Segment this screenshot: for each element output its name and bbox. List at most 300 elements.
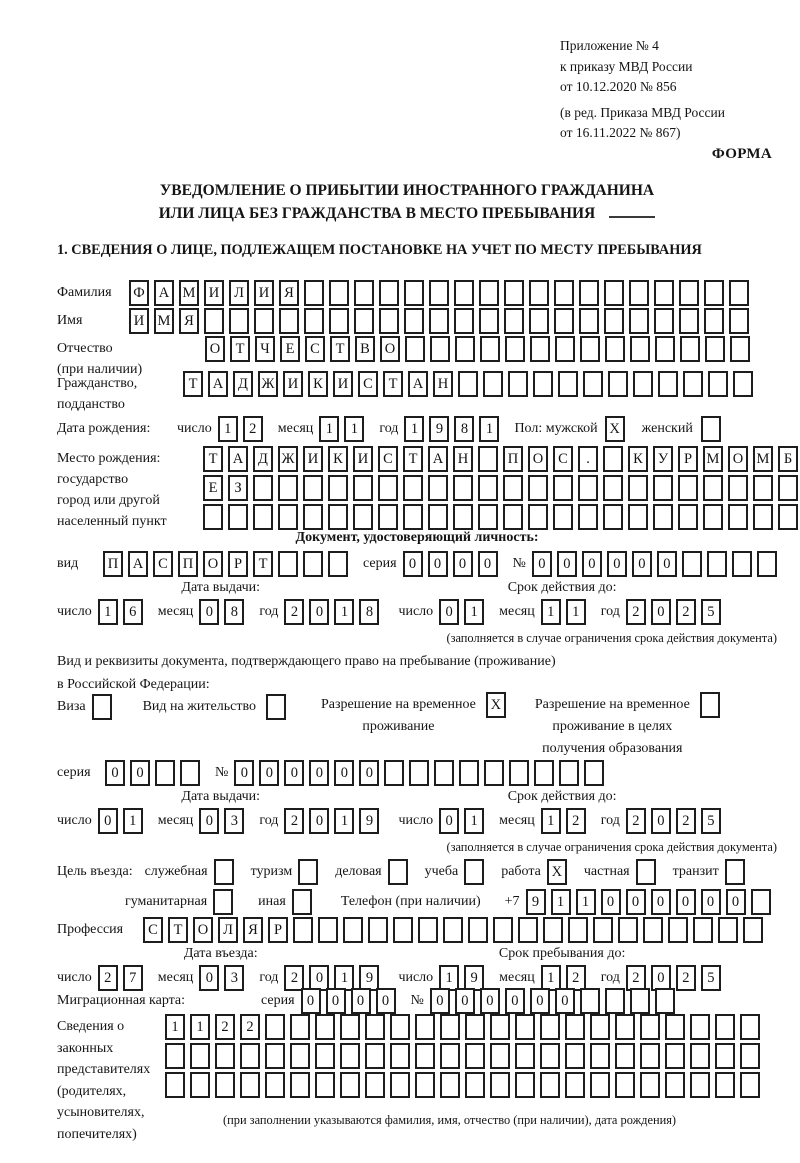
- birth-place-boxes-row2[interactable]: [203, 475, 800, 501]
- birth-year-boxes[interactable]: [404, 416, 504, 442]
- char-box[interactable]: [753, 475, 773, 501]
- char-box[interactable]: 1: [576, 889, 596, 915]
- char-box[interactable]: 5: [701, 808, 721, 834]
- char-box[interactable]: 1: [165, 1014, 185, 1040]
- residence-valid-month-boxes[interactable]: [541, 808, 591, 834]
- char-box[interactable]: [565, 1014, 585, 1040]
- char-box[interactable]: П: [103, 551, 123, 577]
- profession-boxes[interactable]: [143, 917, 768, 943]
- char-box[interactable]: [593, 917, 613, 943]
- char-box[interactable]: 0: [626, 889, 646, 915]
- char-box[interactable]: [443, 917, 463, 943]
- char-box[interactable]: [453, 475, 473, 501]
- char-box[interactable]: [453, 504, 473, 530]
- char-box[interactable]: 1: [464, 808, 484, 834]
- temp-residence-checkbox[interactable]: [486, 692, 511, 718]
- char-box[interactable]: [704, 308, 724, 334]
- char-box[interactable]: [559, 760, 579, 786]
- char-box[interactable]: С: [153, 551, 173, 577]
- char-box[interactable]: 0: [326, 988, 346, 1014]
- char-box[interactable]: [665, 1014, 685, 1040]
- char-box[interactable]: [329, 280, 349, 306]
- char-box[interactable]: [459, 760, 479, 786]
- char-box[interactable]: [434, 760, 454, 786]
- char-box[interactable]: П: [503, 446, 523, 472]
- char-box[interactable]: 3: [224, 965, 244, 991]
- char-box[interactable]: [679, 308, 699, 334]
- char-box[interactable]: 0: [651, 965, 671, 991]
- phone-boxes[interactable]: [526, 889, 776, 915]
- char-box[interactable]: [265, 1014, 285, 1040]
- char-box[interactable]: [518, 917, 538, 943]
- char-box[interactable]: О: [205, 336, 225, 362]
- char-box[interactable]: 1: [566, 599, 586, 625]
- char-box[interactable]: 1: [334, 965, 354, 991]
- char-box[interactable]: [603, 504, 623, 530]
- char-box[interactable]: [757, 551, 777, 577]
- char-box[interactable]: [615, 1072, 635, 1098]
- char-box[interactable]: [155, 760, 175, 786]
- char-box[interactable]: 8: [454, 416, 474, 442]
- char-box[interactable]: 0: [726, 889, 746, 915]
- char-box[interactable]: 0: [309, 760, 329, 786]
- char-box[interactable]: [505, 336, 525, 362]
- char-box[interactable]: [465, 1014, 485, 1040]
- representatives-boxes-row2[interactable]: [165, 1043, 765, 1069]
- char-box[interactable]: [553, 504, 573, 530]
- char-box[interactable]: В: [355, 336, 375, 362]
- char-box[interactable]: 0: [334, 760, 354, 786]
- char-box[interactable]: [605, 336, 625, 362]
- residence-issue-month-boxes[interactable]: [199, 808, 249, 834]
- purpose-tourism-checkbox[interactable]: [298, 859, 323, 885]
- char-box[interactable]: [440, 1043, 460, 1069]
- char-box[interactable]: [458, 371, 478, 397]
- char-box[interactable]: [228, 504, 248, 530]
- char-box[interactable]: [540, 1072, 560, 1098]
- char-box[interactable]: 0: [505, 988, 525, 1014]
- char-box[interactable]: [628, 504, 648, 530]
- char-box[interactable]: [478, 504, 498, 530]
- char-box[interactable]: [629, 280, 649, 306]
- char-box[interactable]: [730, 336, 750, 362]
- char-box[interactable]: [580, 336, 600, 362]
- char-box[interactable]: 0: [259, 760, 279, 786]
- char-box[interactable]: Л: [229, 280, 249, 306]
- char-box[interactable]: А: [154, 280, 174, 306]
- char-box[interactable]: [534, 760, 554, 786]
- char-box[interactable]: [503, 504, 523, 530]
- char-box[interactable]: [678, 504, 698, 530]
- char-box[interactable]: [484, 760, 504, 786]
- doc-issue-month-boxes[interactable]: [199, 599, 249, 625]
- doc-number-boxes[interactable]: [532, 551, 782, 577]
- char-box[interactable]: Т: [168, 917, 188, 943]
- char-box[interactable]: [643, 917, 663, 943]
- char-box[interactable]: [528, 475, 548, 501]
- char-box[interactable]: [390, 1043, 410, 1069]
- char-box[interactable]: [428, 475, 448, 501]
- char-box[interactable]: [640, 1072, 660, 1098]
- char-box[interactable]: О: [193, 917, 213, 943]
- char-box[interactable]: [636, 859, 656, 885]
- char-box[interactable]: 0: [607, 551, 627, 577]
- char-box[interactable]: [265, 1072, 285, 1098]
- char-box[interactable]: Ж: [258, 371, 278, 397]
- char-box[interactable]: С: [143, 917, 163, 943]
- char-box[interactable]: [504, 280, 524, 306]
- char-box[interactable]: [693, 917, 713, 943]
- char-box[interactable]: 2: [240, 1014, 260, 1040]
- char-box[interactable]: 0: [309, 808, 329, 834]
- char-box[interactable]: [740, 1072, 760, 1098]
- char-box[interactable]: 2: [566, 808, 586, 834]
- birth-place-boxes-row3[interactable]: [203, 504, 800, 530]
- char-box[interactable]: [403, 475, 423, 501]
- char-box[interactable]: [528, 504, 548, 530]
- char-box[interactable]: [405, 336, 425, 362]
- char-box[interactable]: 2: [284, 965, 304, 991]
- char-box[interactable]: 1: [541, 965, 561, 991]
- char-box[interactable]: И: [353, 446, 373, 472]
- char-box[interactable]: Я: [179, 308, 199, 334]
- char-box[interactable]: Ж: [278, 446, 298, 472]
- char-box[interactable]: [328, 475, 348, 501]
- char-box[interactable]: [253, 504, 273, 530]
- char-box[interactable]: [430, 336, 450, 362]
- char-box[interactable]: 1: [479, 416, 499, 442]
- char-box[interactable]: [553, 475, 573, 501]
- char-box[interactable]: [529, 280, 549, 306]
- char-box[interactable]: 8: [224, 599, 244, 625]
- char-box[interactable]: Л: [218, 917, 238, 943]
- char-box[interactable]: 0: [601, 889, 621, 915]
- char-box[interactable]: И: [204, 280, 224, 306]
- char-box[interactable]: [429, 280, 449, 306]
- char-box[interactable]: [543, 917, 563, 943]
- char-box[interactable]: Ч: [255, 336, 275, 362]
- char-box[interactable]: 2: [98, 965, 118, 991]
- char-box[interactable]: Н: [453, 446, 473, 472]
- residence-valid-year-boxes[interactable]: [626, 808, 726, 834]
- char-box[interactable]: [558, 371, 578, 397]
- char-box[interactable]: [704, 280, 724, 306]
- char-box[interactable]: [478, 446, 498, 472]
- purpose-humanitarian-checkbox[interactable]: [213, 889, 238, 915]
- char-box[interactable]: [708, 371, 728, 397]
- char-box[interactable]: 1: [541, 599, 561, 625]
- migration-series-boxes[interactable]: [301, 988, 401, 1014]
- char-box[interactable]: [490, 1043, 510, 1069]
- char-box[interactable]: 2: [215, 1014, 235, 1040]
- char-box[interactable]: [340, 1043, 360, 1069]
- char-box[interactable]: [665, 1043, 685, 1069]
- char-box[interactable]: [583, 371, 603, 397]
- char-box[interactable]: [404, 280, 424, 306]
- char-box[interactable]: [204, 308, 224, 334]
- char-box[interactable]: [705, 336, 725, 362]
- char-box[interactable]: [729, 308, 749, 334]
- char-box[interactable]: [354, 280, 374, 306]
- char-box[interactable]: [278, 551, 298, 577]
- char-box[interactable]: М: [753, 446, 773, 472]
- doc-kind-boxes[interactable]: [103, 551, 353, 577]
- char-box[interactable]: 0: [199, 965, 219, 991]
- char-box[interactable]: М: [154, 308, 174, 334]
- char-box[interactable]: 1: [551, 889, 571, 915]
- char-box[interactable]: [605, 988, 625, 1014]
- char-box[interactable]: И: [129, 308, 149, 334]
- purpose-study-checkbox[interactable]: [464, 859, 489, 885]
- char-box[interactable]: [678, 475, 698, 501]
- char-box[interactable]: .: [578, 446, 598, 472]
- char-box[interactable]: И: [303, 446, 323, 472]
- char-box[interactable]: 0: [98, 808, 118, 834]
- char-box[interactable]: О: [380, 336, 400, 362]
- char-box[interactable]: Е: [280, 336, 300, 362]
- char-box[interactable]: Т: [383, 371, 403, 397]
- char-box[interactable]: [213, 889, 233, 915]
- char-box[interactable]: [728, 504, 748, 530]
- char-box[interactable]: 0: [453, 551, 473, 577]
- char-box[interactable]: [378, 475, 398, 501]
- char-box[interactable]: [703, 475, 723, 501]
- char-box[interactable]: [390, 1014, 410, 1040]
- char-box[interactable]: [633, 371, 653, 397]
- char-box[interactable]: 1: [319, 416, 339, 442]
- char-box[interactable]: [418, 917, 438, 943]
- char-box[interactable]: [590, 1072, 610, 1098]
- birth-day-boxes[interactable]: [218, 416, 268, 442]
- char-box[interactable]: Н: [433, 371, 453, 397]
- char-box[interactable]: [579, 280, 599, 306]
- char-box[interactable]: Т: [330, 336, 350, 362]
- char-box[interactable]: Т: [253, 551, 273, 577]
- char-box[interactable]: [354, 308, 374, 334]
- residence-series-boxes[interactable]: [105, 760, 205, 786]
- char-box[interactable]: [454, 280, 474, 306]
- char-box[interactable]: 2: [676, 599, 696, 625]
- char-box[interactable]: [290, 1072, 310, 1098]
- purpose-transit-checkbox[interactable]: [725, 859, 750, 885]
- birth-place-boxes-row1[interactable]: [203, 446, 800, 472]
- char-box[interactable]: 1: [464, 599, 484, 625]
- char-box[interactable]: [278, 504, 298, 530]
- char-box[interactable]: Р: [268, 917, 288, 943]
- char-box[interactable]: [654, 308, 674, 334]
- char-box[interactable]: [378, 504, 398, 530]
- char-box[interactable]: [190, 1072, 210, 1098]
- char-box[interactable]: А: [408, 371, 428, 397]
- char-box[interactable]: [329, 308, 349, 334]
- visa-checkbox[interactable]: [92, 694, 117, 720]
- char-box[interactable]: [480, 336, 500, 362]
- char-box[interactable]: [565, 1072, 585, 1098]
- char-box[interactable]: [578, 475, 598, 501]
- char-box[interactable]: [415, 1072, 435, 1098]
- char-box[interactable]: [440, 1072, 460, 1098]
- char-box[interactable]: 0: [309, 965, 329, 991]
- char-box[interactable]: [604, 308, 624, 334]
- char-box[interactable]: А: [228, 446, 248, 472]
- char-box[interactable]: [554, 308, 574, 334]
- char-box[interactable]: [190, 1043, 210, 1069]
- char-box[interactable]: [655, 988, 675, 1014]
- char-box[interactable]: [279, 308, 299, 334]
- char-box[interactable]: 1: [439, 965, 459, 991]
- doc-valid-month-boxes[interactable]: [541, 599, 591, 625]
- char-box[interactable]: [680, 336, 700, 362]
- char-box[interactable]: О: [728, 446, 748, 472]
- char-box[interactable]: [690, 1043, 710, 1069]
- char-box[interactable]: [628, 475, 648, 501]
- char-box[interactable]: 9: [526, 889, 546, 915]
- surname-boxes[interactable]: [129, 280, 754, 306]
- char-box[interactable]: [365, 1043, 385, 1069]
- char-box[interactable]: [454, 308, 474, 334]
- char-box[interactable]: 7: [123, 965, 143, 991]
- char-box[interactable]: М: [179, 280, 199, 306]
- char-box[interactable]: 0: [657, 551, 677, 577]
- char-box[interactable]: [415, 1014, 435, 1040]
- char-box[interactable]: 0: [403, 551, 423, 577]
- char-box[interactable]: [715, 1014, 735, 1040]
- char-box[interactable]: Т: [403, 446, 423, 472]
- birth-month-boxes[interactable]: [319, 416, 369, 442]
- char-box[interactable]: [404, 308, 424, 334]
- char-box[interactable]: 2: [676, 965, 696, 991]
- char-box[interactable]: [729, 280, 749, 306]
- char-box[interactable]: [740, 1043, 760, 1069]
- char-box[interactable]: [428, 504, 448, 530]
- char-box[interactable]: [440, 1014, 460, 1040]
- char-box[interactable]: С: [305, 336, 325, 362]
- char-box[interactable]: 0: [455, 988, 475, 1014]
- char-box[interactable]: [365, 1072, 385, 1098]
- char-box[interactable]: [240, 1043, 260, 1069]
- char-box[interactable]: [253, 475, 273, 501]
- char-box[interactable]: [679, 280, 699, 306]
- char-box[interactable]: [504, 308, 524, 334]
- char-box[interactable]: [590, 1014, 610, 1040]
- char-box[interactable]: [530, 336, 550, 362]
- char-box[interactable]: 0: [284, 760, 304, 786]
- purpose-other-checkbox[interactable]: [292, 889, 317, 915]
- char-box[interactable]: [278, 475, 298, 501]
- char-box[interactable]: [690, 1014, 710, 1040]
- char-box[interactable]: [315, 1043, 335, 1069]
- char-box[interactable]: [479, 308, 499, 334]
- char-box[interactable]: Т: [183, 371, 203, 397]
- doc-valid-day-boxes[interactable]: [439, 599, 489, 625]
- char-box[interactable]: [240, 1072, 260, 1098]
- char-box[interactable]: 5: [701, 599, 721, 625]
- char-box[interactable]: [290, 1043, 310, 1069]
- doc-issue-year-boxes[interactable]: [284, 599, 384, 625]
- char-box[interactable]: [579, 308, 599, 334]
- char-box[interactable]: 1: [344, 416, 364, 442]
- char-box[interactable]: [515, 1072, 535, 1098]
- char-box[interactable]: 0: [478, 551, 498, 577]
- char-box[interactable]: [640, 1043, 660, 1069]
- char-box[interactable]: Т: [230, 336, 250, 362]
- char-box[interactable]: [165, 1043, 185, 1069]
- char-box[interactable]: [515, 1043, 535, 1069]
- char-box[interactable]: К: [308, 371, 328, 397]
- char-box[interactable]: 0: [701, 889, 721, 915]
- char-box[interactable]: [303, 504, 323, 530]
- char-box[interactable]: 1: [190, 1014, 210, 1040]
- char-box[interactable]: 1: [404, 416, 424, 442]
- char-box[interactable]: 0: [555, 988, 575, 1014]
- char-box[interactable]: [455, 336, 475, 362]
- char-box[interactable]: 0: [676, 889, 696, 915]
- char-box[interactable]: 0: [651, 599, 671, 625]
- char-box[interactable]: [203, 504, 223, 530]
- char-box[interactable]: Е: [203, 475, 223, 501]
- char-box[interactable]: 0: [439, 599, 459, 625]
- char-box[interactable]: [493, 917, 513, 943]
- char-box[interactable]: [753, 504, 773, 530]
- char-box[interactable]: [483, 371, 503, 397]
- char-box[interactable]: [379, 308, 399, 334]
- char-box[interactable]: [603, 446, 623, 472]
- residence-number-boxes[interactable]: [234, 760, 609, 786]
- char-box[interactable]: [509, 760, 529, 786]
- char-box[interactable]: 0: [199, 599, 219, 625]
- char-box[interactable]: [718, 917, 738, 943]
- char-box[interactable]: [379, 280, 399, 306]
- char-box[interactable]: [304, 280, 324, 306]
- purpose-business-checkbox[interactable]: [388, 859, 413, 885]
- char-box[interactable]: К: [628, 446, 648, 472]
- char-box[interactable]: С: [358, 371, 378, 397]
- char-box[interactable]: [604, 280, 624, 306]
- char-box[interactable]: Д: [233, 371, 253, 397]
- doc-valid-year-boxes[interactable]: [626, 599, 726, 625]
- sex-male-checkbox[interactable]: [605, 416, 630, 442]
- char-box[interactable]: М: [703, 446, 723, 472]
- char-box[interactable]: [668, 917, 688, 943]
- char-box[interactable]: 0: [234, 760, 254, 786]
- char-box[interactable]: 9: [359, 808, 379, 834]
- char-box[interactable]: 9: [359, 965, 379, 991]
- char-box[interactable]: 2: [626, 965, 646, 991]
- char-box[interactable]: [728, 475, 748, 501]
- char-box[interactable]: [630, 988, 650, 1014]
- char-box[interactable]: 1: [541, 808, 561, 834]
- char-box[interactable]: [682, 551, 702, 577]
- char-box[interactable]: К: [328, 446, 348, 472]
- char-box[interactable]: [733, 371, 753, 397]
- residence-valid-day-boxes[interactable]: [439, 808, 489, 834]
- char-box[interactable]: 0: [351, 988, 371, 1014]
- char-box[interactable]: [165, 1072, 185, 1098]
- char-box[interactable]: А: [208, 371, 228, 397]
- char-box[interactable]: [503, 475, 523, 501]
- char-box[interactable]: 0: [430, 988, 450, 1014]
- char-box[interactable]: [580, 988, 600, 1014]
- char-box[interactable]: У: [653, 446, 673, 472]
- char-box[interactable]: [658, 371, 678, 397]
- char-box[interactable]: 1: [334, 599, 354, 625]
- char-box[interactable]: А: [128, 551, 148, 577]
- char-box[interactable]: 0: [359, 760, 379, 786]
- char-box[interactable]: 0: [428, 551, 448, 577]
- char-box[interactable]: [640, 1014, 660, 1040]
- name-boxes[interactable]: [129, 308, 754, 334]
- char-box[interactable]: [390, 1072, 410, 1098]
